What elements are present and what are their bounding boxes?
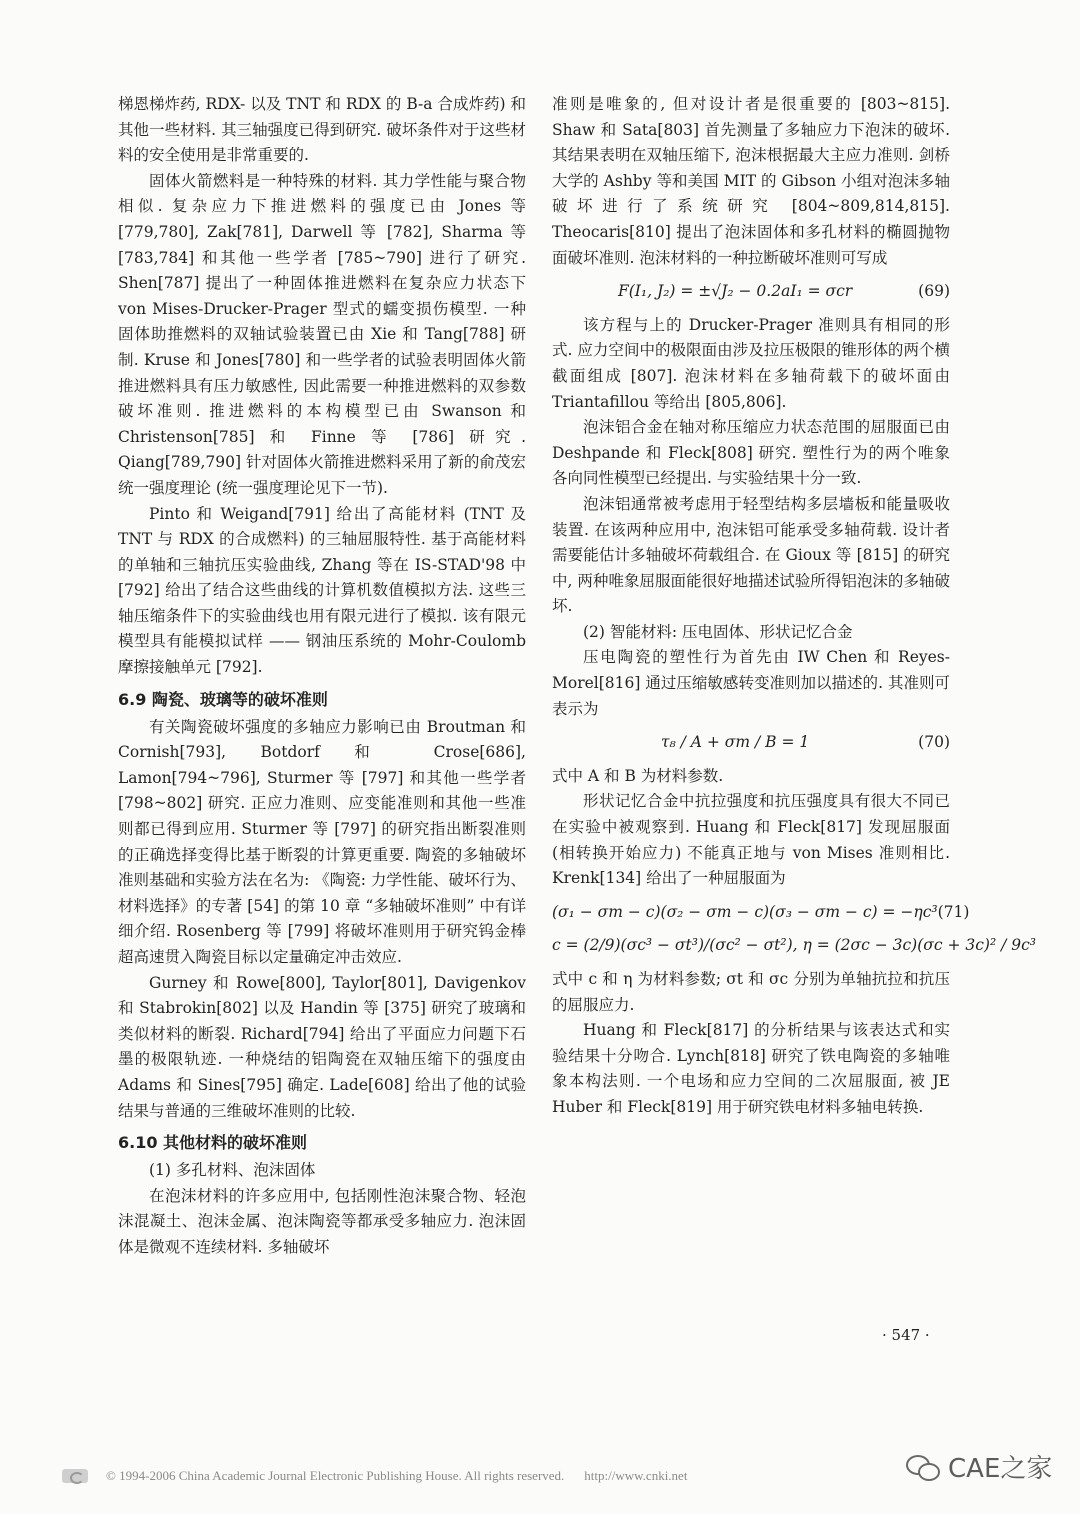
paragraph: 泡沫铝通常被考虑用于轻型结构多层墙板和能量吸收装置. 在该两种应用中, 泡沫铝可能承受多轴荷载. 设计者需要能估计多轴破坏荷载组合. 在 Gioux 等 [815] 的研究中, 两种唯象屈服面能很好地描述试验所得铝泡沫的多轴破坏. — [552, 494, 950, 616]
equation-expression: τ₈ / A + σm / B = 1 — [660, 733, 810, 752]
section-heading: 6.10 其他材料的破坏准则 — [118, 1133, 308, 1153]
footer — [62, 1468, 687, 1484]
equation-71 — [552, 900, 970, 926]
subsection-heading: (2) 智能材料: 压电固体、形状记忆合金 — [583, 622, 853, 641]
paragraph: 准则是唯象的, 但对设计者是很重要的 [803~815]. Shaw 和 Sata[803] 首先测量了多轴应力下泡沫的破坏. 其结果表明在双轴压缩下, 泡沫根据最大主应力准则. 剑桥大学的 Ashby 等和美国 MIT 的 Gibson 小组对泡沫多轴破坏进行了系统研究 [804~809,814,815]. Theocaris[810] 提出了泡沫固体和多孔材料的椭圆抛物面破坏准则. 泡沫材料的一种拉断破坏准则可写成 — [552, 95, 950, 267]
paragraph: 有关陶瓷破坏强度的多轴应力影响已由 Broutman 和 Cornish[793], Botdorf 和 Crose[686], Lamon[794~796], Sturmer 等 [797] 和其他一些学者 [798~802] 研究. 正应力准则、应变能准则和其他一些准则都已得到应用. Sturmer 等 [797] 的研究指出断裂准则的正确选择变得比基于断裂的计算更重要. 陶瓷的多轴破坏准则基础和实验方法在名为: 《陶瓷: 力学性能、破坏行为、材料选择》的专著 [54] 的第 10 章 “多轴破坏准则” 中有详细介绍. Rosenberg 等 [799] 将破坏准则用于研究钨金棒超高速贯入陶瓷目标以定量确定冲击效应. — [118, 717, 526, 966]
page-number: · 547 · — [882, 1326, 930, 1344]
paragraph: 固体火箭燃料是一种特殊的材料. 其力学性能与聚合物相似. 复杂应力下推进燃料的强度已由 Jones 等 [779,780], Zak[781], Darwell 等 [782], Sharma 等 [783,784] 和其他一些学者 [785~790] 进行了研究. Shen[787] 提出了一种固体推进燃料在复杂应力状态下 von Mises-Drucker-Prager 型式的蠕变损伤模型. 一种固体助推燃料的双轴试验装置已由 Xie 和 Tang[788] 研制. Kruse 和 Jones[780] 和一些学者的试验表明固体火箭推进燃料具有压力敏感性, 因此需要一种推进燃料的双参数破坏准则. 推进燃料的本构模型已由 Swanson 和 Christenson[785] 和 Finne 等 [786] 研究. Qiang[789,790] 针对固体火箭推进燃料采用了新的俞茂宏统一强度理论 (统一强度理论见下一节). — [118, 171, 526, 497]
paragraph: 在泡沫材料的许多应用中, 包括刚性泡沫聚合物、轻泡沫混凝土、泡沫金属、泡沫陶瓷等都承受多轴应力. 泡沫固体是微观不连续材料. 多轴破坏 — [118, 1186, 526, 1256]
paragraph: 式中 c 和 η 为材料参数; σt 和 σc 分别为单轴抗拉和抗压的屈服应力. — [552, 970, 950, 1014]
paragraph: 梯恩梯炸药, RDX- 以及 TNT 和 RDX 的 B-a 合成炸药) 和其他一些材料. 其三轴强度已得到研究. 破坏条件对于这些材料的安全使用是非常重要的. — [118, 95, 526, 165]
watermark-text: CAE之家 — [948, 1454, 1053, 1484]
copyright-text: © 1994-2006 China Academic Journal Electronic Publishing House. All rights reserved. — [106, 1468, 565, 1483]
equation-number: (69) — [918, 282, 950, 301]
paragraph: Pinto 和 Weigand[791] 给出了高能材料 (TNT 及 TNT 与 RDX 的合成燃料) 的三轴屈服特性. 基于高能材料的单轴和三轴抗压实验曲线, Zhang 等在 IS-STAD'98 中 [792] 给出了结合这些曲线的计算机数值模拟方法. 这些三轴压缩条件下的实验曲线也用有限元进行了模拟. 该有限元模型具有能模拟试样 —— 钢油压系统的 Mohr-Coulomb 摩擦接触单元 [792]. — [118, 504, 526, 677]
equation-expression: F(I₁, J₂) = ±√J₂ − 0.2aI₁ = σcr — [617, 282, 853, 301]
left-column — [118, 92, 526, 1261]
wechat-icon — [906, 1453, 940, 1481]
equation-expression: (σ₁ − σm − c)(σ₂ − σm − c)(σ₃ − σm − c) = −ηc³ — [552, 902, 938, 921]
watermark — [906, 1448, 1052, 1485]
section-heading: 6.9 陶瓷、玻璃等的破坏准则 — [118, 689, 328, 709]
paragraph: Gurney 和 Rowe[800], Taylor[801], Davigenkov 和 Stabrokin[802] 以及 Handin 等 [375] 研究了玻璃和类似材料的断裂. Richard[794] 给出了平面应力问题下石墨的极限轨迹. 一种烧结的铝陶瓷在双轴压缩下的强度由 Adams 和 Sines[795] 确定. Lade[608] 给出了他的试验结果与普通的三维破坏准则的比较. — [118, 973, 526, 1120]
paragraph: 压电陶瓷的塑性行为首先由 IW Chen 和 Reyes-Morel[816] 通过压缩敏感转变准则加以描述的. 其准则可表示为 — [552, 648, 950, 718]
paragraph: 该方程与上的 Drucker-Prager 准则具有相同的形式. 应力空间中的极限面由涉及拉压极限的锥形体的两个横截面组成 [807]. 泡沫材料在多轴荷载下的破坏面由 Triantafillou 等给出 [805,806]. — [552, 315, 950, 411]
paragraph: 形状记忆合金中抗拉强度和抗压强度具有很大不同已在实验中被观察到. Huang 和 Fleck[817] 发现屈服面 (相转换开始应力) 不能真正地与 von Mises 准则相比. Krenk[134] 给出了一种屈服面为 — [552, 792, 950, 888]
cnki-logo-icon — [62, 1469, 88, 1483]
equation-71-definitions — [552, 933, 1037, 959]
equation-number: (71) — [937, 902, 970, 921]
equation-70 — [552, 730, 950, 756]
subsection-heading: (1) 多孔材料、泡沫固体 — [149, 1161, 316, 1180]
footer-url: http://www.cnki.net — [584, 1468, 688, 1483]
right-column — [552, 92, 1037, 1121]
equation-expression: c = (2/9)(σc³ − σt³)/(σc² − σt²), η = (2σc − 3c)(σc + 3c)² / 9c³ — [552, 936, 1037, 955]
paragraph: 式中 A 和 B 为材料参数. — [552, 766, 724, 785]
equation-number: (70) — [918, 733, 950, 752]
paragraph: 泡沫铝合金在轴对称压缩应力状态范围的屈服面已由 Deshpande 和 Fleck[808] 研究. 塑性行为的两个唯象各向同性模型已经提出. 与实验结果十分一致. — [552, 418, 950, 488]
paragraph: Huang 和 Fleck[817] 的分析结果与该表达式和实验结果十分吻合. Lynch[818] 研究了铁电陶瓷的多轴唯象本构法则. 一个电场和应力空间的二次屈服面, 被 JE Huber 和 Fleck[819] 用于研究铁电材料多轴电转换. — [552, 1021, 950, 1116]
equation-69 — [552, 279, 950, 305]
